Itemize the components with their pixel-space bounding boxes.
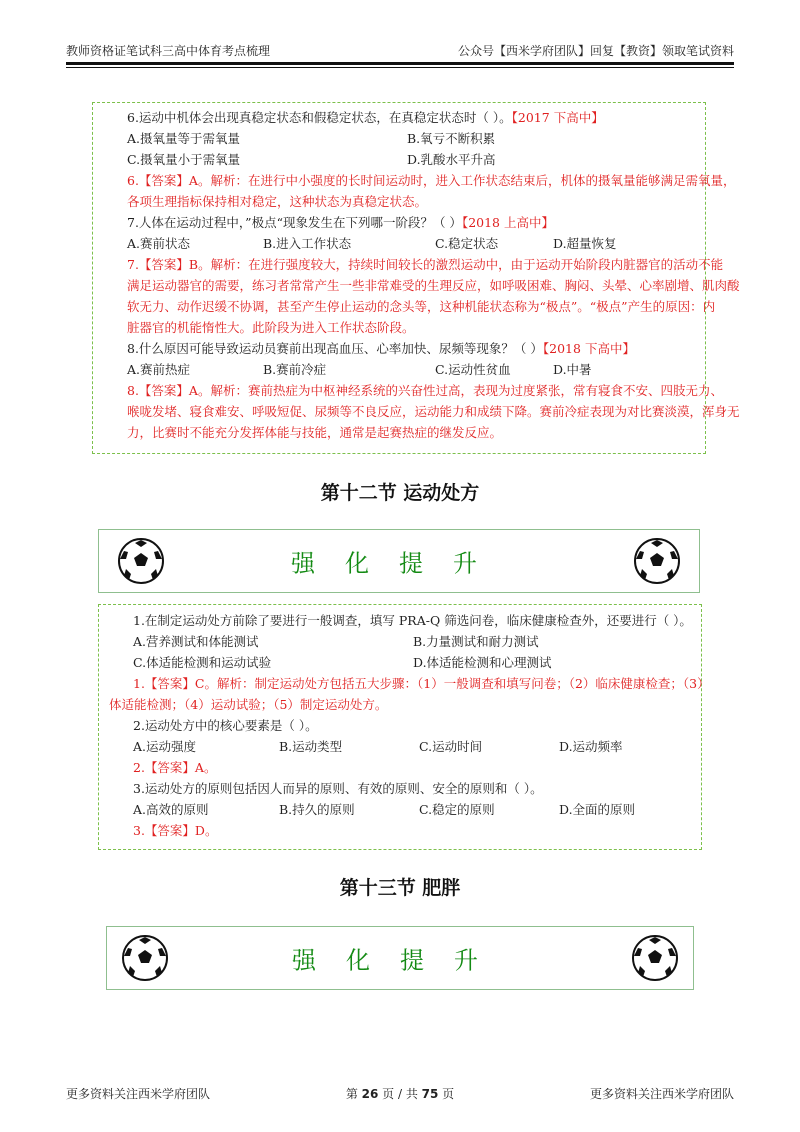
option: B.力量测试和耐力测试 (413, 634, 539, 649)
total-pages: 75 (421, 1087, 439, 1101)
option: D.体适能检测和心理测试 (413, 655, 552, 670)
answer-6-line1: 6.【答案】A。解析：在进行中小强度的长时间运动时，进入工作状态结束后，机体的摄氧量能够满足需氧量， (127, 173, 736, 188)
current-page: 26 (361, 1087, 379, 1101)
question-8-tag: 【2018 下高中】 (542, 341, 635, 356)
page-suffix: 页 (438, 1087, 455, 1101)
answer-7-line3: 软无力、动作迟缓不协调，甚至产生停止运动的念头等，这种机能状态称为“极点”。“极点”产生的原因：内 (127, 299, 716, 314)
option: C.稳定状态 (435, 236, 499, 251)
header-left-text: 教师资格证笔试科三高中体育考点梳理 (66, 44, 271, 58)
option: D.乳酸水平升高 (407, 152, 496, 167)
answer-6-line2: 各项生理指标保持相对稳定，这种状态为真稳定状态。 (127, 194, 428, 209)
option: A.高效的原则 (133, 802, 209, 817)
option: C.摄氧量小于需氧量 (127, 152, 241, 167)
question-8-stem: 8.什么原因可能导致运动员赛前出现高血压、心率加快、尿频等现象？（ ） (127, 341, 543, 356)
option: A.摄氧量等于需氧量 (127, 131, 241, 146)
section-title-13: 第十三节 肥胖 (339, 877, 461, 899)
question-8 (127, 338, 705, 359)
footer-left-text: 更多资料关注西米学府团队 (66, 1087, 211, 1101)
page-prefix: 第 (345, 1087, 362, 1101)
answer-8-line3: 力，比赛时不能充分发挥体能与技能，通常是起赛热症的继发反应。 (127, 425, 503, 440)
option: C.体适能检测和运动试验 (133, 655, 272, 670)
answer-1-line1: 1.【答案】C。解析：制定运动处方包括五大步骤：（1）一般调查和填写问卷；（2）临床健康检查；（3） (133, 676, 710, 691)
option: A.赛前状态 (127, 236, 191, 251)
page-header (66, 40, 734, 60)
soccer-ball-icon (631, 934, 679, 982)
footer-right-text: 更多资料关注西米学府团队 (589, 1087, 734, 1101)
option: D.运动频率 (559, 739, 623, 754)
question-7-tag: 【2018 上高中】 (461, 215, 554, 230)
banner-12 (98, 529, 700, 593)
answer-8-line2: 喉咙发堵、寝食难安、呼吸短促、尿频等不良反应，运动能力和成绩下降。赛前冷症表现为对比赛淡漠，浑身无 (127, 404, 740, 419)
option: B.氧亏不断积累 (407, 131, 496, 146)
answer-3: 3.【答案】D。 (133, 823, 218, 838)
question-6 (127, 107, 705, 128)
question-box-1 (92, 102, 740, 454)
banner-text: 强化提升 (292, 946, 508, 975)
option: C.稳定的原则 (419, 802, 495, 817)
section-title-12: 第十二节 运动处方 (320, 482, 480, 504)
option: A.营养测试和体能测试 (133, 634, 259, 649)
option: B.持久的原则 (279, 802, 355, 817)
option: B.赛前冷症 (263, 362, 327, 377)
header-right-text: 公众号【西米学府团队】回复【教资】领取笔试资料 (457, 44, 734, 58)
option: C.运动时间 (419, 739, 483, 754)
option: A.运动强度 (133, 739, 197, 754)
question-7 (127, 212, 705, 233)
answer-1-line2: 体适能检测；（4）运动试验；（5）制定运动处方。 (109, 697, 388, 712)
answer-2: 2.【答案】A。 (133, 760, 217, 775)
question-2-stem: 2.运动处方中的核心要素是（ ）。 (133, 718, 318, 733)
answer-7-line1: 7.【答案】B。解析：在进行强度较大，持续时间较长的激烈运动中，由于运动开始阶段内脏器官的活动不能 (127, 257, 724, 272)
option: C.运动性贫血 (435, 362, 511, 377)
answer-7-line2: 满足运动器官的需要，练习者常常产生一些非常难受的生理反应，如呼吸困难、胸闷、头晕、心率剧增、肌肉酸 (127, 278, 740, 293)
question-box-2 (98, 604, 710, 850)
option: D.全面的原则 (559, 802, 636, 817)
option: B.进入工作状态 (263, 236, 352, 251)
answer-8-line1: 8.【答案】A。解析：赛前热症为中枢神经系统的兴奋性过高，表现为过度紧张，常有寝食不安、四肢无力、 (127, 383, 723, 398)
option: D.中暑 (553, 362, 592, 377)
question-6-tag: 【2017 下高中】 (511, 110, 604, 125)
header-rule-thin (66, 67, 734, 68)
question-1-stem: 1.在制定运动处方前除了要进行一般调查，填写 PRA-Q 筛选问卷，临床健康检查外，还要进行（ ）。 (133, 613, 692, 628)
answer-7-line4: 脏器官的机能惰性大。此阶段为进入工作状态阶段。 (127, 320, 415, 335)
question-3-stem: 3.运动处方的原则包括因人而异的原则、有效的原则、安全的原则和（ ）。 (133, 781, 543, 796)
option: B.运动类型 (279, 739, 343, 754)
banner-text: 强化提升 (291, 549, 507, 578)
option: D.超量恢复 (553, 236, 617, 251)
option: A.赛前热症 (127, 362, 191, 377)
banner-13 (106, 926, 694, 990)
question-6-stem: 6.运动中机体会出现真稳定状态和假稳定状态，在真稳定状态时（ ）。 (127, 110, 512, 125)
question-7-stem: 7.人体在运动过程中，”极点“现象发生在下列哪一阶段？（ ） (127, 215, 462, 230)
header-rule (66, 62, 734, 65)
page-mid: 页 / 共 (378, 1087, 422, 1101)
soccer-ball-icon (633, 537, 681, 585)
